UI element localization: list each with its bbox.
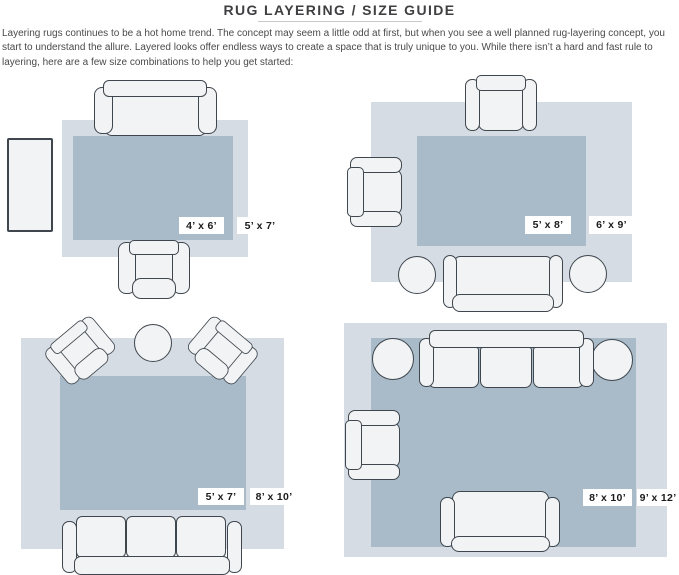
sofa-cushion bbox=[176, 516, 226, 558]
loveseat-seat bbox=[452, 491, 549, 538]
loveseat-back bbox=[451, 536, 550, 552]
armchair-seat bbox=[478, 88, 524, 131]
sofa-cushion bbox=[533, 347, 584, 388]
sofa-seat bbox=[104, 94, 207, 136]
armchair-seat bbox=[361, 169, 402, 215]
armchair bbox=[345, 410, 401, 480]
sofa bbox=[419, 330, 594, 388]
sofa-cushion bbox=[428, 347, 479, 388]
sofa-cushion bbox=[480, 347, 532, 388]
sofa bbox=[94, 80, 217, 136]
inner-rug-size-label: 5’ x 7’ bbox=[198, 488, 244, 505]
loveseat bbox=[440, 491, 560, 552]
sofa-back bbox=[74, 556, 230, 575]
outer-rug-size-label: 9’ x 12’ bbox=[637, 489, 679, 506]
round-ottoman bbox=[398, 256, 436, 294]
armchair bbox=[465, 75, 537, 132]
armchair-back bbox=[476, 75, 526, 91]
armchair bbox=[118, 240, 190, 299]
sofa-cushion bbox=[126, 516, 176, 558]
outer-rug-size-label: 8’ x 10’ bbox=[250, 488, 298, 505]
sofa-back bbox=[429, 330, 584, 348]
round-ottoman bbox=[569, 255, 607, 293]
sofa bbox=[443, 254, 563, 312]
page-title: RUG LAYERING / SIZE GUIDE bbox=[223, 2, 456, 18]
outer-rug-size-label: 6’ x 9’ bbox=[589, 216, 634, 234]
round-table bbox=[372, 338, 414, 380]
armchair-cushion bbox=[132, 278, 176, 299]
armchair-back bbox=[129, 240, 179, 255]
inner-rug-size-label: 8’ x 10’ bbox=[583, 489, 632, 506]
armchair-seat bbox=[359, 422, 400, 468]
outer-rug-size-label: 5’ x 7’ bbox=[237, 217, 283, 234]
armchair bbox=[347, 157, 403, 227]
inner-rug-size-label: 5’ x 8’ bbox=[525, 216, 571, 234]
sofa-back bbox=[103, 80, 207, 97]
armchair-back bbox=[347, 167, 364, 217]
title-divider bbox=[258, 21, 422, 22]
sofa bbox=[62, 516, 242, 575]
sofa-back bbox=[452, 294, 554, 312]
round-table bbox=[591, 339, 633, 381]
armchair-back bbox=[345, 420, 362, 470]
round-table bbox=[134, 324, 172, 362]
inner-rug-size-label: 4’ x 6’ bbox=[179, 217, 224, 234]
console-table bbox=[7, 138, 53, 232]
intro-paragraph: Layering rugs continues to be a hot home trend. The concept may seem a little odd at first, but when you see a well planned rug-layering concept, you start to understand the allure. Layered looks offer endless ways to create a space that is truly unique to you. While there isn’t a hard and fast rule to layering, here are a few size combinations to help you get started: bbox=[2, 28, 665, 68]
sofa-cushion bbox=[76, 516, 126, 558]
